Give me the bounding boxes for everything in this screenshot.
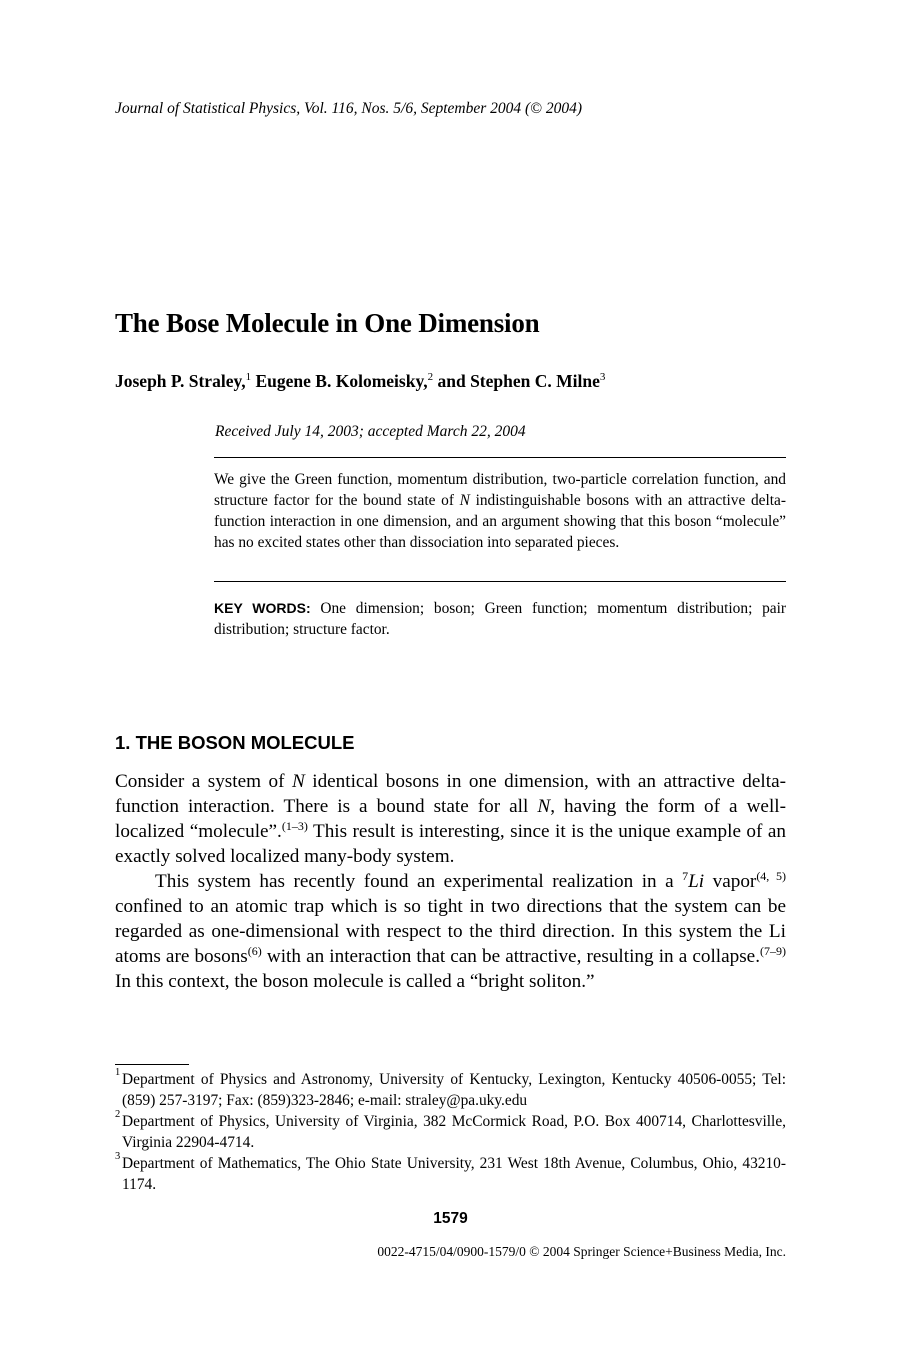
footnote-mark: 1: [115, 1067, 121, 1078]
footnotes: [115, 1069, 786, 1195]
text-run: confined to an atomic trap which is so tight in two directions that the system can be regarded as one-dimensional with respect to the third direction. In this system the Li atoms are bosons: [115, 896, 786, 967]
section-body: [115, 769, 786, 994]
variable: N: [537, 796, 551, 817]
isotope-mark: 7: [682, 869, 689, 883]
keywords: [214, 598, 786, 640]
footnote-mark: 2: [115, 1109, 121, 1120]
footnote: [115, 1111, 786, 1153]
section-heading: 1. THE BOSON MOLECULE: [115, 732, 355, 753]
author-list: [115, 371, 605, 392]
citation-ref: (4, 5): [756, 869, 786, 883]
received-dates: Received July 14, 2003; accepted March 22, 2004: [215, 423, 526, 440]
citation-ref: (6): [247, 944, 262, 958]
affiliation-mark: 1: [245, 371, 252, 383]
text-run: vapor: [704, 871, 757, 892]
abstract-bottom-rule: [214, 581, 786, 582]
abstract-text: We give the Green function, momentum distribution, two-particle correlation function, and structure factor for the bound state of: [214, 471, 786, 509]
abstract-top-rule: [214, 457, 786, 458]
text-run: , having the form of a well-localized “molecule”.: [115, 796, 787, 842]
page-number: 1579: [433, 1210, 468, 1227]
abstract-text: indistinguishable bosons with an attractive delta-function interaction in one dimension, and an argument showing that this boson “molecule” has no excited states other than dissociation into separated pieces.: [214, 492, 786, 551]
footnote-text: Department of Mathematics, The Ohio State University, 231 West 18th Avenue, Columbus, Ohio, 43210-1174.: [122, 1155, 786, 1193]
text-run: with an interaction that can be attractive, resulting in a collapse.: [261, 946, 760, 967]
paper-title: The Bose Molecule in One Dimension: [115, 308, 540, 338]
affiliation-mark: 3: [599, 371, 606, 383]
copyright-line: 0022-4715/04/0900-1579/0 © 2004 Springer Science+Business Media, Inc.: [377, 1244, 786, 1259]
text-run: This system has recently found an experimental realization in a: [155, 871, 683, 892]
affiliation-mark: 2: [427, 371, 434, 383]
body-paragraph: [115, 869, 786, 994]
author-name: Eugene B. Kolomeisky,: [255, 371, 428, 391]
citation-ref: (1–3): [281, 819, 308, 833]
author-name: and Stephen C. Milne: [437, 371, 600, 391]
element-symbol: Li: [688, 871, 705, 892]
footnote-text: Department of Physics and Astronomy, University of Kentucky, Lexington, Kentucky 40506-0055; Tel: (859) 257-3197; Fax: (859)323-2846; e-mail: straley@pa.uky.edu: [122, 1071, 786, 1109]
keywords-text: One dimension; boson; Green function; momentum distribution; pair distribution; structure factor.: [214, 600, 787, 638]
text-run: This result is interesting, since it is the unique example of an exactly solved localized many-body system.: [115, 821, 786, 867]
variable: N: [291, 771, 305, 792]
abstract: [214, 469, 786, 553]
text-run: Consider a system of: [115, 771, 292, 792]
footnote: [115, 1153, 786, 1195]
footnote-text: Department of Physics, University of Virginia, 382 McCormick Road, P.O. Box 400714, Charlottesville, Virginia 22904-4714.: [122, 1113, 786, 1151]
keywords-label: KEY WORDS:: [214, 600, 311, 616]
body-paragraph: [115, 769, 786, 869]
text-run: identical bosons in one dimension, with an attractive delta-function interaction. There is a bound state for all: [115, 771, 786, 817]
footnote-rule: [115, 1064, 189, 1065]
footnote: [115, 1069, 786, 1111]
text-run: In this context, the boson molecule is called a “bright soliton.”: [115, 971, 595, 992]
footnote-mark: 3: [115, 1151, 121, 1162]
author-name: Joseph P. Straley,: [115, 371, 246, 391]
journal-citation: Journal of Statistical Physics, Vol. 116, Nos. 5/6, September 2004 (© 2004): [115, 100, 582, 117]
abstract-variable: N: [459, 492, 470, 509]
citation-ref: (7–9): [760, 944, 786, 958]
